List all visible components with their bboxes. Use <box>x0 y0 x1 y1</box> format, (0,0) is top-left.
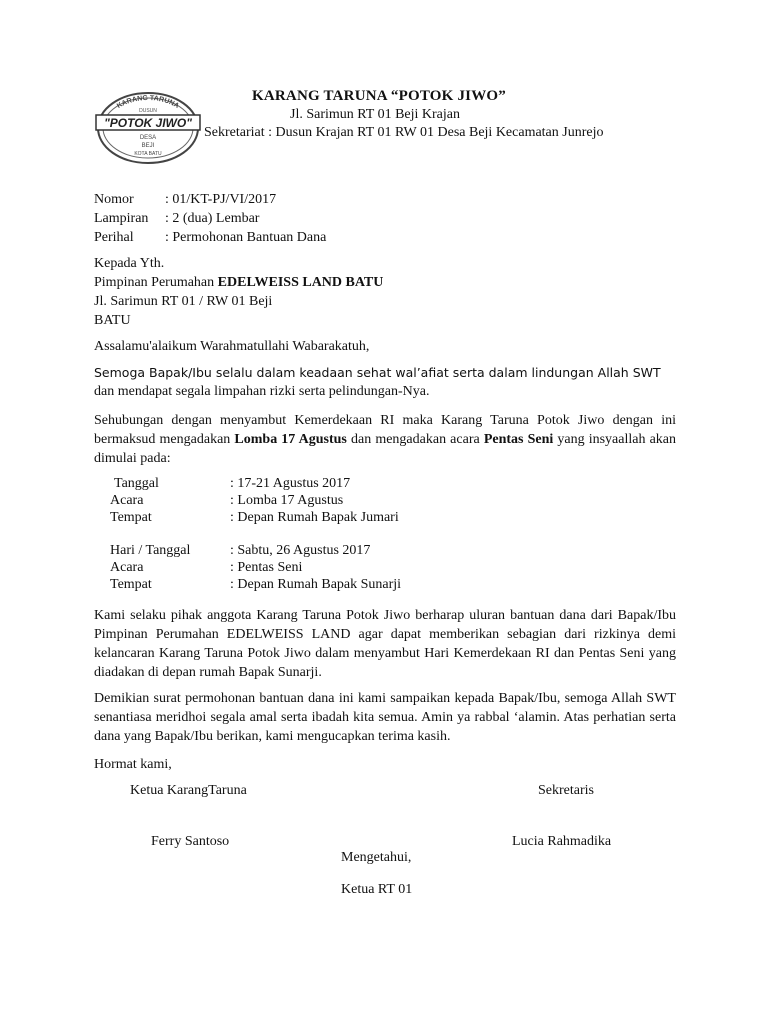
svg-text:DESA: DESA <box>139 135 157 141</box>
schedule-label: Hari / Tanggal <box>110 543 191 558</box>
paragraph-2-text: Sehubungan dengan menyambut Kemerdekaan RI maka Karang Taruna Potok Jiwo dengan ini bermaksud mengadakan <box>94 413 676 447</box>
svg-text:KARANG TARUNA: KARANG TARUNA <box>115 94 181 111</box>
signature-right-name: Lucia Rahmadika <box>512 834 612 849</box>
paragraph-4: Demikian surat permohonan bantuan dana ini kami sampaikan kepada Bapak/Ibu, semoga Allah SWT senantiasa meridhoi segala amal serta ibadah kita semua. Amin ya rabbal ‘alamin. Atas perhatian serta dana yang Bapak/Ibu berikan, kami mengucapkan terima kasih. <box>94 691 676 744</box>
schedule-value: : Pentas Seni <box>230 560 303 575</box>
paragraph-2 <box>94 411 676 468</box>
schedule-label: Tempat <box>110 577 152 592</box>
closing: Hormat kami, <box>94 757 172 772</box>
schedule-label: Acara <box>110 560 144 575</box>
svg-text:"POTOK JIWO": "POTOK JIWO" <box>104 116 192 130</box>
meta-nomor <box>94 192 276 208</box>
event-pentas: Pentas Seni <box>483 432 554 447</box>
paragraph-3: Kami selaku pihak anggota Karang Taruna Potok Jiwo berharap uluran bantuan dana dari Bapak/Ibu Pimpinan Perumahan EDELWEISS LAND agar dapat memberikan sebagian dari rizkinya demi kelancaran Karang Taruna Potok Jiwo dalam menyambut Hari Kemerdekaan RI dan Pentas Seni yang diadakan di depan rumah Bapak Sunarji. <box>94 608 676 680</box>
recipient-line-1: Kepada Yth. <box>94 256 165 271</box>
recipient-company: EDELWEISS LAND BATU <box>217 275 384 290</box>
paragraph-1-line-2: dan mendapat segala limpahan rizki serta pelindungan-Nya. <box>94 384 430 399</box>
acknowledged-title: Ketua RT 01 <box>341 882 413 897</box>
schedule-value: : Depan Rumah Bapak Jumari <box>230 510 399 525</box>
schedule-1-date <box>114 476 350 492</box>
meta-value: : 01/KT-PJ/VI/2017 <box>165 192 277 207</box>
schedule-value: : 17-21 Agustus 2017 <box>230 476 351 491</box>
recipient-line-3: Jl. Sarimun RT 01 / RW 01 Beji <box>94 294 273 309</box>
recipient-prefix: Pimpinan Perumahan <box>94 275 218 290</box>
org-name: KARANG TARUNA “POTOK JIWO” <box>252 88 506 104</box>
signature-left-name: Ferry Santoso <box>151 834 230 849</box>
schedule-label: Tempat <box>110 510 152 525</box>
paragraph-2-text: dan mengadakan acara <box>346 432 484 447</box>
meta-label: Nomor <box>94 192 134 207</box>
meta-value: : Permohonan Bantuan Dana <box>165 230 327 245</box>
event-lomba: Lomba 17 Agustus <box>234 432 347 447</box>
acknowledged-label: Mengetahui, <box>341 850 412 865</box>
paragraph-1-line-1: Semoga Bapak/Ibu selalu dalam keadaan sehat wal’afiat serta dalam lindungan Allah SWT <box>94 365 661 380</box>
meta-perihal <box>94 230 326 246</box>
schedule-2-event <box>110 560 302 576</box>
signature-right-title: Sekretaris <box>538 783 594 798</box>
recipient-line-2 <box>94 275 383 291</box>
schedule-label: Tanggal <box>114 476 159 491</box>
schedule-value: : Sabtu, 26 Agustus 2017 <box>230 543 371 558</box>
svg-text:DUSUN: DUSUN <box>139 108 157 114</box>
schedule-label: Acara <box>110 493 144 508</box>
schedule-1-place <box>110 510 399 526</box>
schedule-value: : Depan Rumah Bapak Sunarji <box>230 577 402 592</box>
schedule-2-date <box>110 543 370 559</box>
paragraph-2-text: yang insyaallah akan dimulai pada: <box>94 432 676 466</box>
recipient-line-4: BATU <box>94 313 131 328</box>
meta-lampiran <box>94 211 259 227</box>
meta-label: Lampiran <box>94 211 149 226</box>
svg-text:BEJI: BEJI <box>141 143 155 149</box>
meta-label: Perihal <box>94 230 134 245</box>
schedule-2-place <box>110 577 401 593</box>
address-line-1: Jl. Sarimun RT 01 Beji Krajan <box>290 107 460 122</box>
secretariat-address: Sekretariat : Dusun Krajan RT 01 RW 01 Desa Beji Kecamatan Junrejo <box>204 125 604 140</box>
schedule-1-event <box>110 493 343 509</box>
svg-text:KOTA BATU: KOTA BATU <box>134 151 162 157</box>
meta-value: : 2 (dua) Lembar <box>165 211 260 226</box>
greeting: Assalamu'alaikum Warahmatullahi Wabarakatuh, <box>94 339 370 354</box>
schedule-value: : Lomba 17 Agustus <box>230 493 344 508</box>
karang-taruna-logo <box>94 90 202 166</box>
signature-left-title: Ketua KarangTaruna <box>130 783 247 798</box>
